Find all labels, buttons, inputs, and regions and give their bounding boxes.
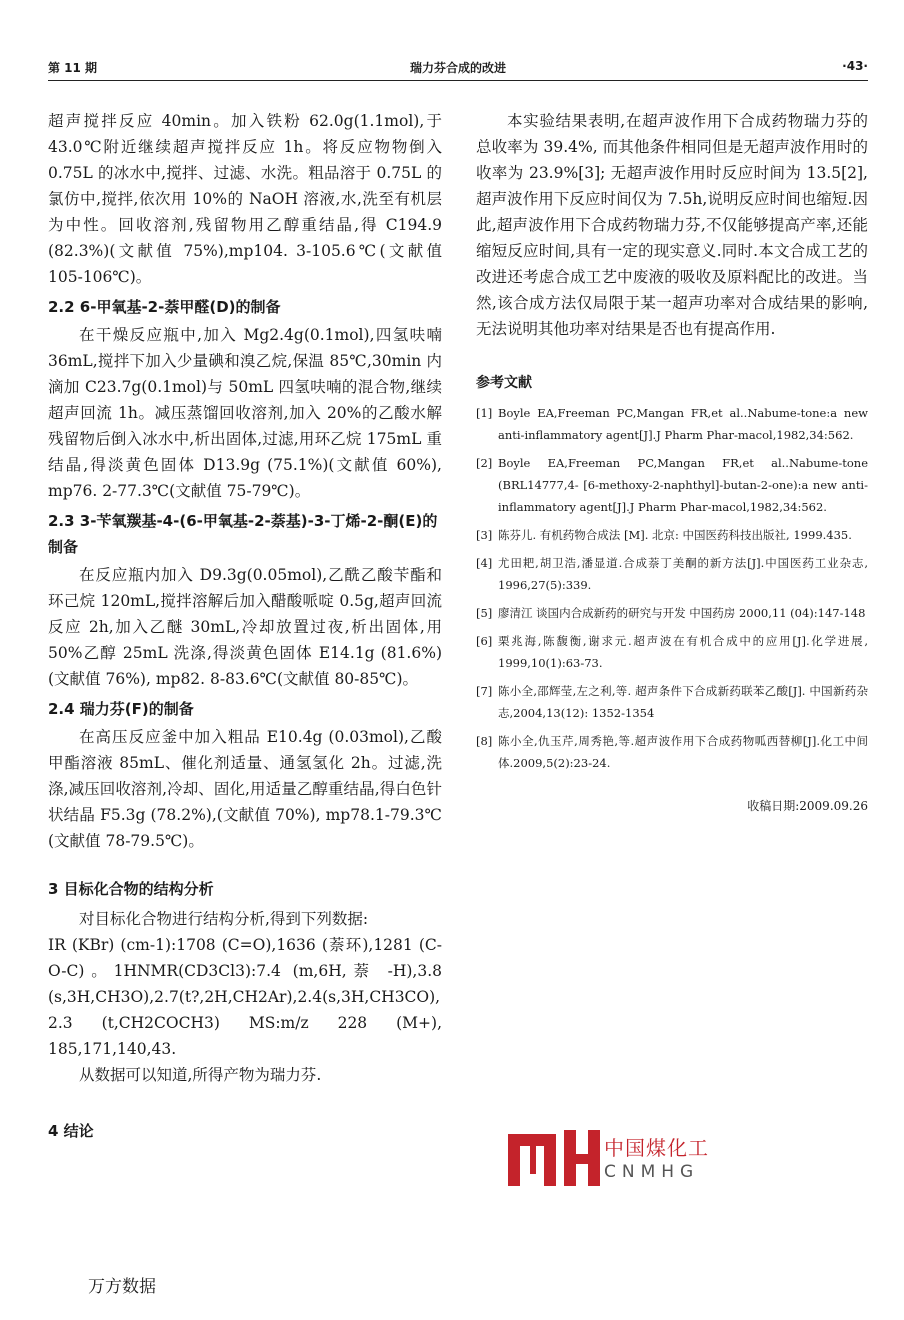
reference-item: [3] 陈芬儿. 有机药物合成法 [M]. 北京: 中国医药科技出版社, 1999.435. [476,528,852,542]
paragraph-conclusion: 本实验结果表明,在超声波作用下合成药物瑞力芬的总收率为 39.4%, 而其他条件相同但是无超声波作用时的收率为 23.9%[3]; 无超声波作用时反应时间为 13.5[2],超声波作用下反应时间仅为 7.5h,说明反应时间也缩短.因此,超声波作用下合成药物瑞力芬,不仅能够提高产率,还能缩短反应时间,具有一定的现实意义.同时.本文合成工艺的改进还考虑合成工艺中废液的吸收及原料配比的改进。当然,该合成方法仅局限于某一超声功率对合成结果的影响, 无法说明其他功率对结果是否也有提高作用. [476,112,868,338]
logo-english-name: CNMHG [604,1162,700,1182]
source-watermark: 万方数据 [88,1277,156,1297]
page-number: ·43· [842,59,868,73]
paragraph-ketone-prep: 在反应瓶内加入 D9.3g(0.05mol),乙酰乙酸苄酯和环己烷 120mL,搅拌溶解后加入醋酸哌啶 0.5g,超声回流反应 2h,加入乙醚 30mL,冷却放置过夜,析出固体,用 50%乙醇 25mL 洗涤,得淡黄色固体 E14.1g (81.6%)(文献值 76%), mp82. 8-83.6℃(文献值 80-85℃)。 [48,566,442,688]
paragraph-analysis-conclusion: 从数据可以知道,所得产物为瑞力芬. [79,1066,322,1084]
issue-number: 第 11 期 [48,61,98,75]
reference-item: [6] 栗兆海,陈馥衡,谢求元.超声波在有机合成中的应用[J].化学进展, 1999,10(1):63-73. [476,634,868,670]
watermark-logo [506,1128,726,1192]
section-3-heading: 3 目标化合物的结构分析 [48,880,214,898]
section-2-4-heading: 2.4 瑞力芬(F)的制备 [48,700,194,718]
section-2-3-heading: 2.3 3-苄氧羰基-4-(6-甲氧基-2-萘基)-3-丁烯-2-酮(E)的制备 [48,512,438,556]
reference-item: [4] 尤田耙,胡卫浩,潘显道.合成萘丁美酮的新方法[J].中国医药工业杂志, 1996,27(5):339. [476,556,868,592]
references-heading: 参考文献 [476,375,532,391]
logo-chinese-name: 中国煤化工 [604,1136,709,1160]
section-2-2-heading: 2.2 6-甲氧基-2-萘甲醛(D)的制备 [48,298,281,316]
running-header [48,56,868,76]
left-column [48,108,442,1148]
reference-item: [5] 廖清江 谈国内合成新药的研究与开发 中国药房 2000,11 (04):147-148 [476,606,866,620]
paragraph-spectra-data: IR (KBr) (cm-1):1708 (C=O),1636 (萘环),1281 (C-O-C)。1HNMR(CD3Cl3):7.4 (m,6H,萘 -H),3.8 (s,3H,CH3O),2.7(t?,2H,CH2Ar),2.4(s,3H,CH3CO), 2.3 (t,CH2COCH3) MS:m/z 228 (M+), 185,171,140,43. [48,936,442,1058]
reference-list [476,402,868,774]
paragraph-aldehyde-prep: 在干燥反应瓶中,加入 Mg2.4g(0.1mol),四氢呋喃 36mL,搅拌下加入少量碘和溴乙烷,保温 85℃,30min 内滴加 C23.7g(0.1mol)与 50mL 四氢呋喃的混合物,继续超声回流 1h。减压蒸馏回收溶剂,加入 20%的乙酸水解残留物后倒入冰水中,析出固体,过滤,用环乙烷 175mL 重结晶,得淡黄色固体 D13.9g (75.1%)(文献值 60%), mp76. 2-77.3℃(文献值 75-79℃)。 [48,326,442,500]
received-date: 收稿日期:2009.09.26 [747,799,868,813]
reference-item: [8] 陈小全,仇玉芹,周秀艳,等.超声波作用下合成药物呱西替柳[J].化工中间体.2009,5(2):23-24. [476,734,868,770]
logo-mark-icon [506,1128,602,1190]
reference-item: [1] Boyle EA,Freeman PC,Mangan FR,et al..Nabume-tone:a new anti-inflammatory agent[J].J Pharm Phar-macol,1982,34:562. [476,406,868,442]
paragraph-product-prep: 在高压反应釜中加入粗品 E10.4g (0.03mol),乙酸甲酯溶液 85mL、催化剂适量、通氢氢化 2h。过滤,洗涤,减压回收溶剂,冷却、固化,用适量乙醇重结晶,得白色针状结晶 F5.3g (78.2%),(文献值 70%), mp78.1-79.3℃(文献值 78-79.5℃)。 [48,728,442,850]
paragraph-reduction: 超声搅拌反应 40min。加入铁粉 62.0g(1.1mol),于 43.0℃附近继续超声搅拌反应 1h。将反应物物倒入 0.75L 的冰水中,搅拌、过滤、水洗。粗品溶于 0.75L 的氯仿中,搅拌,依次用 10%的 NaOH 溶液,水,洗至有机层为中性。回收溶剂,残留物用乙醇重结晶,得 C194.9 (82.3%)(文献值 75%),mp104. 3-105.6℃(文献值 105-106℃)。 [48,112,442,286]
running-title: 瑞力芬合成的改进 [409,61,506,75]
section-4-heading: 4 结论 [48,1122,94,1140]
right-column [476,108,868,816]
reference-item: [7] 陈小全,邵辉莹,左之利,等. 超声条件下合成新药联苯乙酸[J]. 中国新药杂志,2004,13(12): 1352-1354 [476,684,868,720]
header-rule [48,80,868,81]
reference-item: [2] Boyle EA,Freeman PC,Mangan FR,et al..Nabume-tone (BRL14777,4- [6-methoxy-2-naphthyl]-butan-2-one):a new anti-inflammatory agent[J].J Pharm Phar-macol,1982,34:562. [476,456,868,514]
paragraph-analysis-intro: 对目标化合物进行结构分析,得到下列数据: [79,910,369,928]
